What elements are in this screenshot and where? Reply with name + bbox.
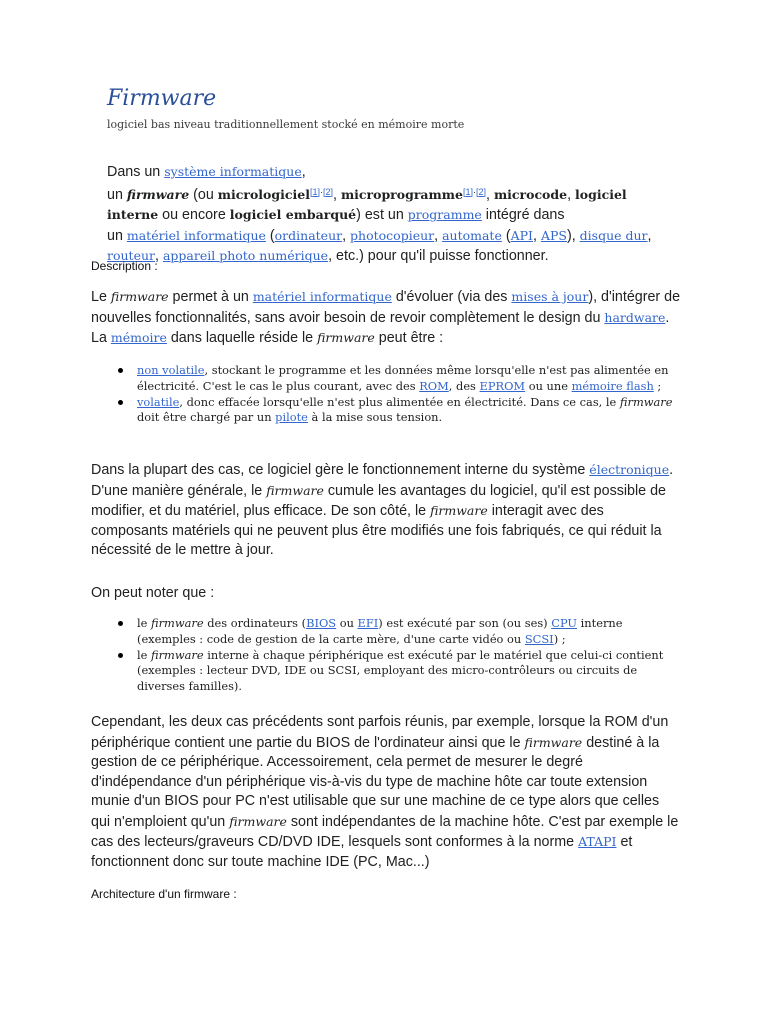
bullet-icon <box>118 653 123 658</box>
text: ou une <box>525 378 572 393</box>
text: à la mise sous tension. <box>307 410 443 425</box>
link-routeur[interactable]: routeur <box>107 248 155 263</box>
text: le <box>137 616 152 630</box>
link-api[interactable]: API <box>510 227 533 243</box>
text: et fonctionnent donc sur toute machine IDE (PC, Mac...) <box>91 834 633 870</box>
text: permet à un <box>168 289 253 305</box>
firmware-examples-list <box>137 616 682 695</box>
intro-paragraph <box>107 162 667 267</box>
term-firmware: firmware <box>524 734 583 750</box>
memory-type-list <box>137 363 682 426</box>
link-materiel-informatique[interactable]: matériel informatique <box>126 227 266 243</box>
text: , donc effacée lorsqu'elle n'est plus alimentée en électricité. Dans ce cas, le <box>179 394 620 409</box>
link-programme[interactable]: programme <box>407 207 482 222</box>
paragraph-description <box>91 287 681 349</box>
link-memoire-flash[interactable]: mémoire flash <box>571 378 654 393</box>
reference-link-3[interactable]: [1] <box>462 186 473 197</box>
link-scsi[interactable]: SCSI <box>524 631 554 646</box>
text: destiné à la gestion de ce périphérique. Accessoirement, cela permet de mesurer le degré d'indépendance d'un périphérique vis-à-vis du type de machine hôte car toute extension munie d'un BIOS pour PC n'est utilisable que sur une machine de ce type alors que celles qui n'emploient qu'un <box>91 734 660 830</box>
link-pilote[interactable]: pilote <box>275 410 308 425</box>
term-firmware: firmware <box>430 503 488 518</box>
link-disque-dur[interactable]: disque dur <box>579 227 648 243</box>
term-microprogramme: microprogramme <box>340 186 463 202</box>
term-firmware: firmware <box>126 186 190 202</box>
text: (ou <box>189 186 218 203</box>
text: ( <box>501 227 511 244</box>
bullet-icon <box>118 621 123 626</box>
term-firmware: firmware <box>229 813 287 829</box>
text: Le <box>91 289 111 305</box>
paragraph-cependant <box>91 713 681 872</box>
text: . <box>665 309 670 326</box>
reference-link-4[interactable]: [2] <box>475 186 486 197</box>
link-photocopieur[interactable]: photocopieur <box>350 227 435 243</box>
term-micrologiciel: micrologiciel <box>217 186 310 202</box>
paragraph-on-peut-noter: On peut noter que : <box>91 585 215 601</box>
list-item <box>137 616 682 648</box>
paragraph-fonctionnement <box>91 460 681 561</box>
text: , <box>301 164 306 180</box>
link-mises-a-jour[interactable]: mises à jour <box>511 289 589 304</box>
term-logiciel-embarque: logiciel embarqué <box>229 207 357 222</box>
text: D'une manière générale, le <box>91 482 267 499</box>
text: cumule les avantages du logiciel, qu'il est possible de modifier, et du matériel, plus efficace. De son côté, le <box>91 482 666 519</box>
section-heading-description: Description : <box>91 259 158 273</box>
text: , des <box>448 378 480 393</box>
term-logiciel-interne: logiciel interne <box>107 186 627 222</box>
link-ordinateur[interactable]: ordinateur <box>274 227 343 243</box>
page-subtitle: logiciel bas niveau traditionnellement stocké en mémoire morte <box>107 118 465 131</box>
text: ) est un <box>356 207 408 223</box>
link-non-volatile[interactable]: non volatile <box>137 363 205 377</box>
text: , <box>532 227 541 244</box>
term-firmware: firmware <box>110 289 169 304</box>
text: un <box>107 186 127 203</box>
text: , <box>332 186 341 203</box>
reference-link-2[interactable]: [2] <box>322 186 333 197</box>
text: sont indépendantes de la machine hôte. C'est par exemple le cas des lecteurs/graveurs CD/DVD IDE, lesquels sont conformes à la norme <box>91 813 679 850</box>
text: , <box>567 186 576 203</box>
text: , <box>342 227 351 244</box>
text: , <box>155 248 163 264</box>
text: des ordinateurs ( <box>203 616 307 630</box>
text: , <box>485 186 494 203</box>
link-cpu[interactable]: CPU <box>551 616 578 630</box>
list-item <box>137 395 682 427</box>
text: · <box>319 186 323 197</box>
text: ), <box>566 227 580 244</box>
link-hardware[interactable]: hardware <box>604 309 666 325</box>
link-memoire[interactable]: mémoire <box>110 330 167 345</box>
link-eprom[interactable]: EPROM <box>479 378 526 393</box>
link-efi[interactable]: EFI <box>357 616 379 630</box>
list-item <box>137 363 682 395</box>
link-appareil-photo[interactable]: appareil photo numérique <box>162 248 329 263</box>
text: La <box>91 330 111 346</box>
text: , <box>647 227 652 244</box>
text: intégré dans <box>481 207 565 223</box>
reference-link-1[interactable]: [1] <box>309 186 320 197</box>
text: interne (exemples : code de gestion de la carte mère, d'une carte vidéo ou <box>137 616 623 646</box>
text: ) est exécuté par son (ou ses) <box>378 616 552 630</box>
text: Dans la plupart des cas, ce logiciel gère le fonctionnement interne du système <box>91 462 590 478</box>
text: doit être chargé par un <box>137 410 276 425</box>
text: , etc.) pour qu'il puisse fonctionner. <box>328 248 549 264</box>
link-systeme-informatique[interactable]: système informatique <box>164 164 302 179</box>
term-microcode: microcode <box>493 186 568 202</box>
term-firmware: firmware <box>317 330 375 345</box>
link-rom[interactable]: ROM <box>419 378 449 393</box>
term-firmware: firmware <box>151 616 204 630</box>
text: . <box>669 462 674 478</box>
term-firmware: firmware <box>151 647 204 662</box>
text: interagit avec des composants matériels qui ne peuvent plus être modifiés une fois fabriqués, ce qui réduit la nécessité de le mettre à jour. <box>91 503 662 558</box>
link-aps[interactable]: APS <box>540 227 567 243</box>
text: , stockant le programme et les données même lorsqu'elle n'est pas alimentée en électricité. C'est le cas le plus courant, avec des <box>137 363 669 393</box>
link-electronique[interactable]: électronique <box>589 462 670 477</box>
text: d'évoluer (via des <box>391 289 512 305</box>
text: ; <box>653 378 662 393</box>
bullet-icon <box>118 400 123 405</box>
page-title: Firmware <box>107 86 217 111</box>
link-atapi[interactable]: ATAPI <box>578 834 617 849</box>
list-item <box>137 648 682 695</box>
text: ), d'intégrer de nouvelles fonctionnalités, sans avoir besoin de revoir complètement le design du <box>91 289 681 326</box>
text: le <box>137 647 152 662</box>
link-automate[interactable]: automate <box>442 227 502 243</box>
text: · <box>472 186 476 197</box>
text: ( <box>265 227 275 244</box>
text: peut être : <box>374 330 444 346</box>
text: ou <box>336 616 358 630</box>
link-bios[interactable]: BIOS <box>306 616 337 630</box>
section-heading-architecture: Architecture d'un firmware : <box>91 887 237 901</box>
text: un <box>107 227 127 244</box>
text: dans laquelle réside le <box>166 330 318 346</box>
text: Dans un <box>107 164 165 180</box>
text: , <box>434 227 443 244</box>
bullet-icon <box>118 368 123 373</box>
term-firmware: firmware <box>266 482 324 498</box>
text: ou encore <box>158 207 230 223</box>
link-volatile[interactable]: volatile <box>137 394 180 409</box>
text: Cependant, les deux cas précédents sont parfois réunis, par exemple, lorsque la ROM d'un périphérique contient une partie du BIOS de l'ordinateur ainsi que le <box>91 714 669 751</box>
text: ) ; <box>553 631 566 646</box>
link-materiel-informatique[interactable]: matériel informatique <box>252 289 392 304</box>
text: interne à chaque périphérique est exécuté par le matériel que celui-ci contient (exemples : lecteur DVD, IDE ou SCSI, employant des micro-contrôleurs ou circuits de diverses familles). <box>137 647 664 694</box>
term-firmware: firmware <box>619 394 673 409</box>
